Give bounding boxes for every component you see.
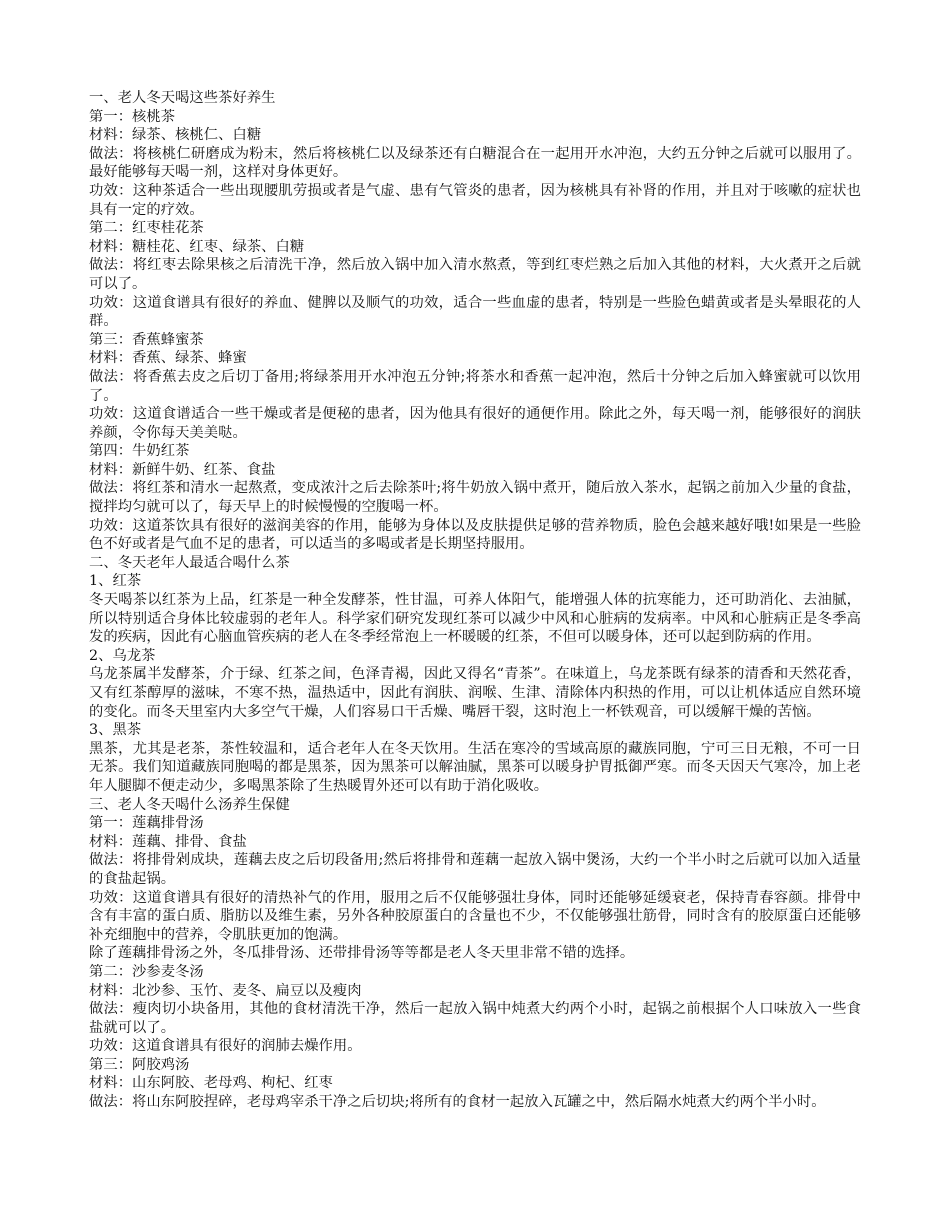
paragraph: 3、黑茶: [89, 722, 142, 739]
paragraph: 乌龙茶属半发酵茶，介于绿、红茶之间，色泽青褐，因此又得名“青茶”。在味道上，乌龙茶既有绿茶的清香和天然花香，又有红茶醇厚的滋味，不寒不热，温热适中，因此有润肤、润喉、生津、清除体内积热的作用，可以让机体适应自然环境的变化。而冬天里室内大多空气干燥，人们容易口干舌燥、嘴唇干裂，这时泡上一杯铁观音，可以缓解干燥的苦恼。: [89, 666, 861, 720]
paragraph: 做法：将山东阿胶捏碎，老母鸡宰杀干净之后切块;将所有的食材一起放入瓦罐之中，然后隔水炖煮大约两个半小时。: [89, 1094, 826, 1111]
paragraph: 功效：这道食谱具有很好的清热补气的作用，服用之后不仅能够强壮身体，同时还能够延缓衰老，保持青春容颜。排骨中含有丰富的蛋白质、脂肪以及维生素，另外各种胶原蛋白的含量也不少，不仅能够强壮筋骨，同时含有的胶原蛋白还能够补充细胞中的营养，令肌肤更加的饱满。: [89, 889, 861, 943]
paragraph: 材料：山东阿胶、老母鸡、枸杞、红枣: [89, 1075, 333, 1092]
paragraph: 黑茶，尤其是老茶，茶性较温和，适合老年人在冬天饮用。生活在寒冷的雪域高原的藏族同胞，宁可三日无粮，不可一日无茶。我们知道藏族同胞喝的都是黑茶，因为黑茶可以解油腻，黑茶可以暖身护胃抵御严寒。而冬天因天气寒冷，加上老年人腿脚不便走动少，多喝黑茶除了生热暖胃外还可以有助于消化吸收。: [89, 740, 861, 794]
paragraph: 除了莲藕排骨汤之外，冬瓜排骨汤、还带排骨汤等等都是老人冬天里非常不错的选择。: [89, 945, 635, 962]
paragraph: 做法：将核桃仁研磨成为粉末，然后将核桃仁以及绿茶还有白糖混合在一起用开水冲泡，大约五分钟之后就可以服用了。最好能够每天喝一剂，这样对身体更好。: [89, 145, 861, 181]
paragraph: 做法：将红枣去除果核之后清洗干净，然后放入锅中加入清水熬煮，等到红枣烂熟之后加入其他的材料，大火煮开之后就可以了。: [89, 257, 861, 292]
paragraph: 功效：这道食谱具有很好的润肺去燥作用。: [89, 1038, 362, 1055]
paragraph: 材料：糖桂花、红枣、绿茶、白糖: [89, 238, 305, 255]
document-body: [89, 89, 861, 1112]
paragraph: 第二：沙参麦冬汤: [89, 963, 204, 980]
paragraph: 二、冬天老年人最适合喝什么茶: [89, 554, 290, 571]
paragraph: 材料：香蕉、绿茶、蜂蜜: [89, 350, 247, 367]
paragraph: 第四：牛奶红茶: [89, 443, 190, 460]
paragraph: 第二：红枣桂花茶: [89, 220, 204, 237]
paragraph: 功效：这道食谱适合一些干燥或者是便秘的患者，因为他具有很好的通便作用。除此之外，每天喝一剂，能够很好的润肤养颜，令你每天美美哒。: [89, 406, 861, 441]
paragraph: 材料：北沙参、玉竹、麦冬、扁豆以及瘦肉: [89, 982, 362, 999]
paragraph: 1、红茶: [89, 573, 142, 590]
paragraph: 功效：这道食谱具有很好的养血、健脾以及顺气的功效，适合一些血虚的患者，特别是一些脸色蜡黄或者是头晕眼花的人群。: [89, 294, 861, 330]
paragraph: 功效：这种茶适合一些出现腰肌劳损或者是气虚、患有气管炎的患者，因为核桃具有补肾的作用，并且对于咳嗽的症状也具有一定的疗效。: [89, 182, 861, 218]
paragraph: 第三：阿胶鸡汤: [89, 1056, 190, 1073]
paragraph: 冬天喝茶以红茶为上品，红茶是一种全发酵茶，性甘温，可养人体阳气，能增强人体的抗寒能力，还可助消化、去油腻，所以特别适合身体比较虚弱的老年人。科学家们研究发现红茶可以减少中风和心脏病的发病率。中风和心脏病正是冬季高发的疾病，因此有心脑血管疾病的老人在冬季经常泡上一杯暖暖的红茶，不但可以暖身体，还可以起到防病的作用。: [89, 592, 861, 646]
paragraph: 做法：将红茶和清水一起熬煮，变成浓汁之后去除茶叶;将牛奶放入锅中煮开，随后放入茶水，起锅之前加入少量的食盐，搅拌均匀就可以了，每天早上的时候慢慢的空腹喝一杯。: [89, 480, 861, 516]
paragraph: 材料：绿茶、核桃仁、白糖: [89, 127, 262, 144]
paragraph: 第一：莲藕排骨汤: [89, 815, 204, 832]
paragraph: 功效：这道茶饮具有很好的滋润美容的作用，能够为身体以及皮肤提供足够的营养物质，脸色会越来越好哦!如果是一些脸色不好或者是气血不足的患者，可以适当的多喝或者是长期坚持服用。: [89, 517, 861, 553]
paragraph: 2、乌龙茶: [89, 647, 156, 664]
paragraph: 材料：莲藕、排骨、食盐: [89, 833, 247, 850]
paragraph: 材料：新鲜牛奶、红茶、食盐: [89, 461, 276, 478]
paragraph: 第三：香蕉蜂蜜茶: [89, 331, 204, 348]
paragraph: 做法：将排骨剁成块，莲藕去皮之后切段备用;然后将排骨和莲藕一起放入锅中煲汤，大约一个半小时之后就可以加入适量的食盐起锅。: [89, 852, 861, 887]
paragraph: 一、老人冬天喝这些茶好养生: [89, 90, 276, 106]
paragraph: 三、老人冬天喝什么汤养生保健: [89, 796, 290, 813]
paragraph: 第一：核桃茶: [89, 108, 176, 125]
paragraph: 做法：将香蕉去皮之后切丁备用;将绿茶用开水冲泡五分钟;将茶水和香蕉一起冲泡，然后十分钟之后加入蜂蜜就可以饮用了。: [89, 368, 861, 404]
paragraph: 做法：瘦肉切小块备用，其他的食材清洗干净，然后一起放入锅中炖煮大约两个小时，起锅之前根据个人口味放入一些食盐就可以了。: [89, 1001, 861, 1036]
